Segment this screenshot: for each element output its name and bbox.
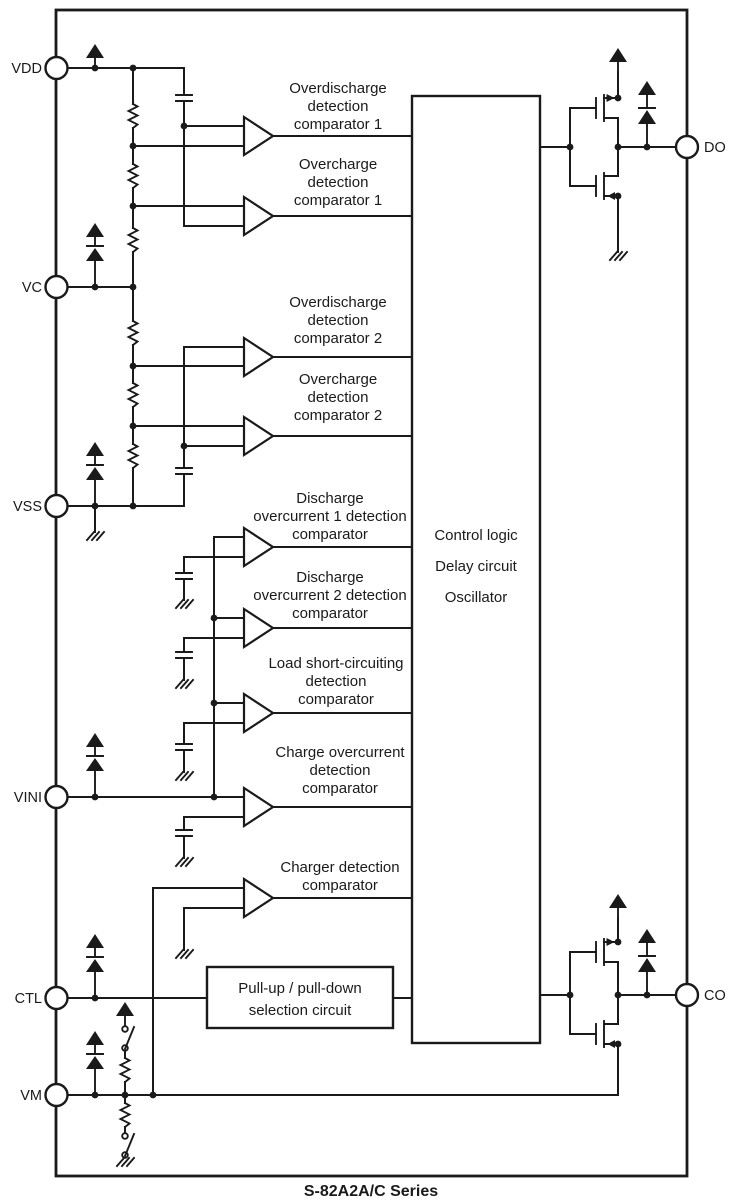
pin-vm — [20, 1084, 67, 1106]
esd-diode-icon — [86, 934, 104, 998]
svg-text:Overcharge: Overcharge — [298, 156, 378, 173]
pin-do-label: DO — [704, 140, 726, 156]
supply-arrow-icon — [116, 1002, 134, 1026]
diagram-caption: S-82A2A/C Series — [303, 1183, 439, 1200]
capacitor-symbol — [176, 468, 192, 474]
supply-arrow-icon — [609, 48, 627, 72]
svg-text:comparator 2: comparator 2 — [293, 407, 383, 424]
capacitor-symbol — [176, 744, 192, 750]
resistor-symbol — [129, 321, 138, 345]
esd-diode-icon — [86, 442, 104, 506]
charge-overcurrent-detection-comparator — [244, 744, 412, 826]
resistor-symbol — [121, 1058, 130, 1082]
charger-detection-comparator — [244, 859, 412, 917]
overdischarge-detection-comparator-1 — [244, 80, 412, 155]
resistor-symbol — [129, 164, 138, 188]
svg-text:comparator 1: comparator 1 — [293, 192, 383, 209]
svg-text:overcurrent 2 detection: overcurrent 2 detection — [253, 587, 407, 604]
supply-arrow-icon — [86, 44, 104, 68]
pin-co-label: CO — [704, 988, 726, 1004]
svg-text:Load short-circuiting: Load short-circuiting — [268, 655, 404, 672]
overcharge-detection-comparator-1 — [244, 156, 412, 235]
pin-vini — [14, 786, 68, 808]
capacitor-symbol — [176, 652, 192, 658]
svg-text:overcurrent 1 detection: overcurrent 1 detection — [253, 508, 407, 525]
pin-vdd — [11, 57, 67, 79]
ground-icon — [176, 772, 193, 780]
resistor-symbol — [129, 383, 138, 407]
svg-text:Overcharge: Overcharge — [298, 371, 378, 388]
ground-icon — [117, 1158, 134, 1166]
svg-text:detection: detection — [307, 174, 369, 191]
resistor-symbol — [129, 444, 138, 468]
pin-ctl-label: CTL — [14, 991, 42, 1007]
ground-icon — [176, 950, 193, 958]
svg-text:Overdischarge: Overdischarge — [289, 294, 387, 311]
pin-vss-label: VSS — [12, 499, 42, 515]
svg-text:comparator: comparator — [292, 526, 368, 543]
esd-diode-icon — [86, 223, 104, 287]
capacitor-symbol — [176, 830, 192, 836]
svg-text:comparator: comparator — [302, 877, 378, 894]
esd-diode-icon — [86, 733, 104, 797]
control-logic-label: Control logic — [434, 527, 518, 544]
overdischarge-detection-comparator-2 — [244, 294, 412, 376]
oscillator-label: Oscillator — [444, 589, 508, 606]
svg-text:comparator 1: comparator 1 — [293, 116, 383, 133]
comparator-label: Overdischarge — [289, 80, 387, 97]
svg-text:Discharge: Discharge — [296, 490, 364, 507]
svg-text:selection circuit: selection circuit — [248, 1002, 352, 1019]
control-logic-block — [412, 96, 540, 1043]
discharge-overcurrent-2-detection-comparator — [244, 569, 412, 647]
ground-icon — [176, 680, 193, 688]
svg-text:comparator: comparator — [298, 691, 374, 708]
ground-icon — [610, 252, 627, 260]
svg-text:detection: detection — [309, 762, 371, 779]
pin-co — [676, 984, 726, 1006]
svg-text:Charge overcurrent: Charge overcurrent — [275, 744, 405, 761]
pullup-pulldown-selection-block — [207, 967, 393, 1028]
delay-circuit-label: Delay circuit — [435, 558, 517, 575]
switch-symbol — [122, 1133, 134, 1158]
svg-text:detection: detection — [307, 312, 369, 329]
svg-text:detection: detection — [307, 389, 369, 406]
pin-vini-label: VINI — [13, 790, 42, 806]
clamp-diode-icon — [638, 929, 656, 995]
load-short-circuiting-detection-comparator — [244, 655, 412, 732]
comparators — [244, 80, 412, 917]
ground-icon — [176, 600, 193, 608]
ground-icon — [87, 532, 104, 540]
pin-do — [676, 136, 726, 158]
svg-text:Pull-up / pull-down: Pull-up / pull-down — [238, 980, 362, 997]
svg-text:Charger detection: Charger detection — [280, 859, 400, 876]
svg-text:comparator: comparator — [292, 605, 368, 622]
capacitor-symbol — [176, 95, 192, 101]
pin-vc-label: VC — [21, 280, 42, 296]
switch-symbol — [122, 1026, 134, 1051]
capacitor-symbol — [176, 573, 192, 579]
overcharge-detection-comparator-2 — [244, 371, 412, 455]
ground-icon — [176, 858, 193, 866]
svg-text:comparator: comparator — [302, 780, 378, 797]
supply-arrow-icon — [609, 894, 627, 918]
clamp-diode-icon — [638, 81, 656, 147]
esd-diode-icon — [86, 1031, 104, 1095]
resistor-symbol — [121, 1103, 130, 1127]
svg-text:detection: detection — [307, 98, 369, 115]
pin-vdd-label: VDD — [11, 61, 42, 77]
pin-ctl — [15, 987, 68, 1009]
pin-vc — [22, 276, 68, 298]
junction-dots — [92, 65, 651, 1099]
discharge-overcurrent-1-detection-comparator — [244, 490, 412, 566]
pin-vm-label: VM — [20, 1088, 42, 1104]
svg-text:Discharge: Discharge — [296, 569, 364, 586]
resistor-symbol — [129, 228, 138, 252]
resistor-symbol — [129, 104, 138, 128]
svg-text:comparator 2: comparator 2 — [293, 330, 383, 347]
svg-text:detection: detection — [305, 673, 367, 690]
pin-vss — [13, 495, 68, 517]
